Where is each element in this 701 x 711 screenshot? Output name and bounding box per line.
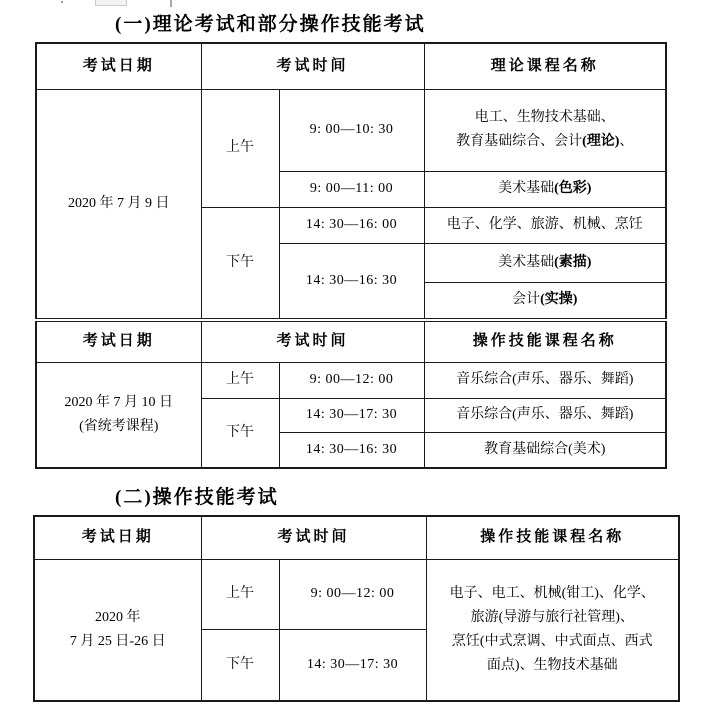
cell-time: 14: 30—17: 30 xyxy=(279,629,426,701)
col-header-exam-date: 考试日期 xyxy=(34,516,201,559)
course-line: 面点)、生物技术基础 xyxy=(486,657,618,673)
col-header-exam-time: 考试时间 xyxy=(201,516,426,559)
col-header-skill-course: 操作技能课程名称 xyxy=(424,320,666,362)
cell-time: 9: 00—12: 00 xyxy=(279,362,424,398)
col-header-exam-date: 考试日期 xyxy=(36,320,201,362)
course-line: 教育基础综合、会计(理论)、 xyxy=(456,134,634,149)
course-line: 旅游(导游与旅行社管理)、 xyxy=(470,609,634,625)
date-line: 7 月 25 日-26 日 xyxy=(69,633,166,649)
cell-period-am: 上午 xyxy=(201,89,279,207)
cell-exam-date xyxy=(34,559,201,701)
cell-time: 9: 00—10: 30 xyxy=(279,89,424,171)
cell-time: 9: 00—12: 00 xyxy=(279,559,426,629)
screenshot-artifact-dot xyxy=(61,1,63,3)
table-row xyxy=(36,89,666,171)
cell-course: 音乐综合(声乐、器乐、舞蹈) xyxy=(424,398,666,432)
course-line: 电子、电工、机械(钳工)、化学、 xyxy=(449,586,655,602)
cell-time: 14: 30—16: 00 xyxy=(279,207,424,243)
cell-course: 音乐综合(声乐、器乐、舞蹈) xyxy=(424,362,666,398)
table-row xyxy=(36,43,666,89)
section2-title: (二)操作技能考试 xyxy=(115,487,279,508)
date-line: 2020 年 7 月 10 日 xyxy=(64,394,173,410)
cell-time: 14: 30—17: 30 xyxy=(279,398,424,432)
cell-course: 会计(实操) xyxy=(424,282,666,320)
exam-table-skills xyxy=(33,515,680,702)
screenshot-artifact-box xyxy=(95,0,127,6)
cell-period-pm: 下午 xyxy=(201,629,279,701)
cell-period-pm: 下午 xyxy=(201,398,279,468)
col-header-skill-course: 操作技能课程名称 xyxy=(426,516,679,559)
exam-table-theory-and-skills xyxy=(35,42,667,469)
cell-course: 美术基础(色彩) xyxy=(424,171,666,207)
date-line: (省统考课程) xyxy=(79,418,159,434)
cell-time: 14: 30—16: 30 xyxy=(279,432,424,468)
table-row xyxy=(36,362,666,398)
cell-period-pm: 下午 xyxy=(201,207,279,320)
cell-time: 14: 30—16: 30 xyxy=(279,243,424,320)
cell-time: 9: 00—11: 00 xyxy=(279,171,424,207)
screenshot-artifact-tick xyxy=(170,0,172,7)
table-row xyxy=(34,516,679,559)
course-line: 电工、生物技术基础、 xyxy=(474,110,615,126)
course-line: 烹饪(中式烹调、中式面点、西式 xyxy=(451,633,653,649)
cell-course xyxy=(424,89,666,171)
col-header-exam-time: 考试时间 xyxy=(201,43,424,89)
cell-period-am: 上午 xyxy=(201,362,279,398)
cell-period-am: 上午 xyxy=(201,559,279,629)
section1-title: (一)理论考试和部分操作技能考试 xyxy=(115,14,426,35)
col-header-theory-course: 理论课程名称 xyxy=(424,43,666,89)
cell-exam-date xyxy=(36,362,201,468)
cell-course: 电子、化学、旅游、机械、烹饪 xyxy=(424,207,666,243)
cell-course: 美术基础(素描) xyxy=(424,243,666,282)
table-row xyxy=(34,559,679,629)
cell-course: 教育基础综合(美术) xyxy=(424,432,666,468)
col-header-exam-time: 考试时间 xyxy=(201,320,424,362)
col-header-exam-date: 考试日期 xyxy=(36,43,201,89)
cell-course xyxy=(426,559,679,701)
cell-exam-date: 2020 年 7 月 9 日 xyxy=(36,89,201,320)
table-row xyxy=(36,320,666,362)
date-line: 2020 年 xyxy=(95,609,141,625)
